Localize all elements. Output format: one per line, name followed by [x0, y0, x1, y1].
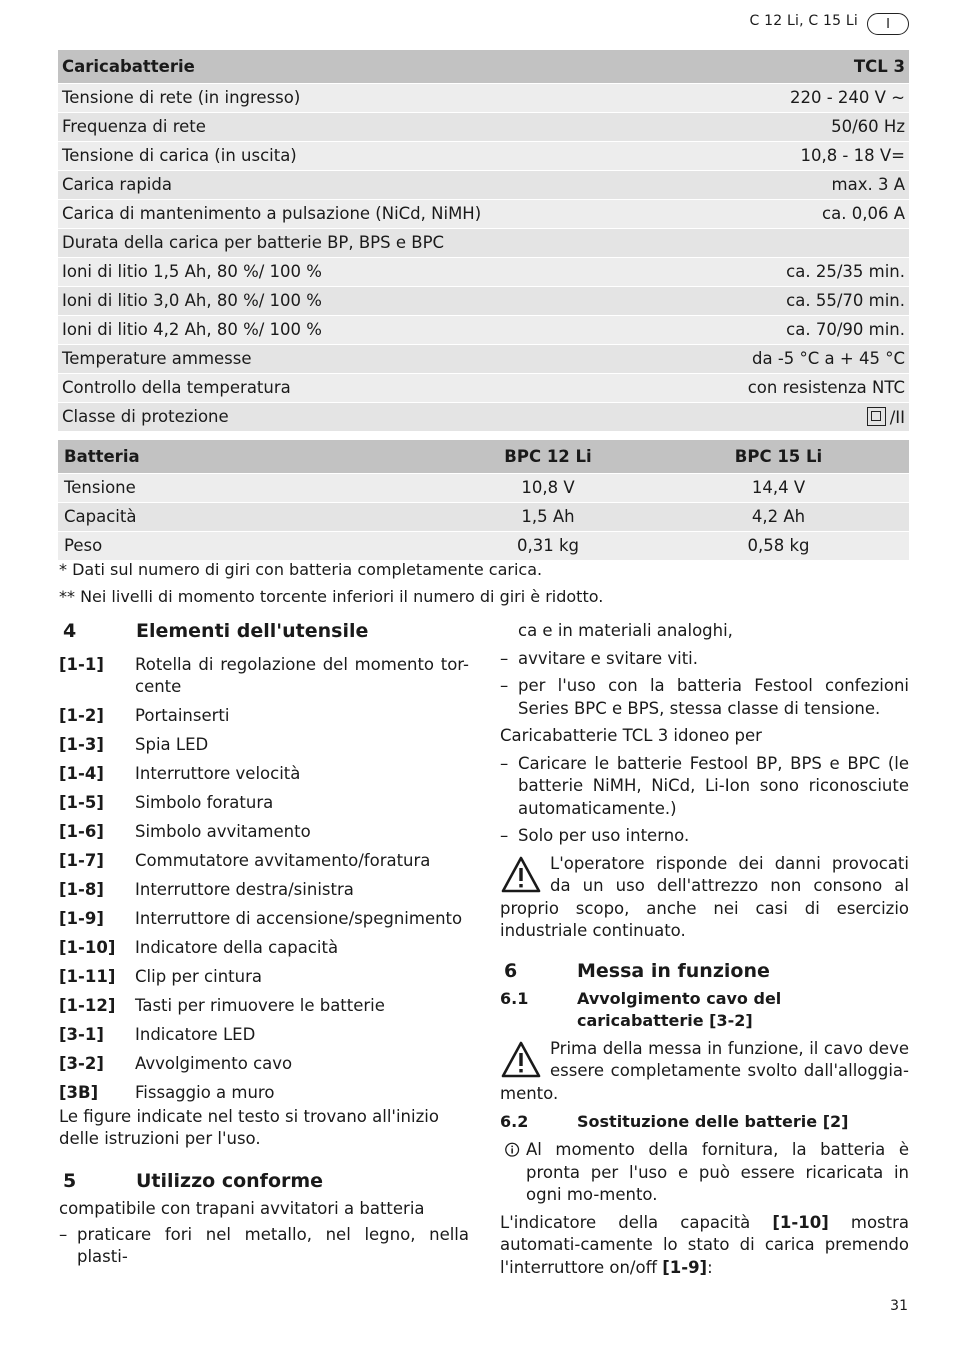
part-ref: [1-9]: [662, 1257, 708, 1277]
table-cell: 0,31 kg: [448, 531, 648, 560]
subsection-number: 6.1: [500, 988, 529, 1008]
section-title: Messa in funzione: [577, 959, 770, 982]
table-cell: 10,8 - 18 V=: [672, 141, 909, 170]
table-cell: Ioni di litio 1,5 Ah, 80 %/ 100 %: [58, 257, 672, 286]
table-cell: Tensione di rete (in ingresso): [58, 83, 672, 112]
table-cell: ca. 70/90 min.: [672, 315, 909, 344]
part-label: Commutatore avvitamento/foratura: [135, 851, 431, 870]
list-item: [59, 995, 469, 1017]
table-row: [58, 141, 909, 170]
table-row: [58, 344, 909, 373]
section-title: Elementi dell'utensile: [136, 620, 369, 642]
part-ref: [3-1]: [59, 1025, 104, 1044]
page-number: 31: [890, 1298, 908, 1314]
table-cell: 10,8 V: [448, 473, 648, 502]
table-cell: Frequenza di rete: [58, 112, 672, 141]
list-item: [59, 763, 469, 785]
list-item: [59, 821, 469, 843]
usage-intro: compatibile con trapani avvitatori a batteria: [59, 1199, 425, 1218]
list-item: [59, 850, 469, 872]
table-cell: 220 - 240 V ~: [672, 83, 909, 112]
table-cell: [672, 228, 909, 257]
list-item: [59, 879, 469, 901]
table-row: [58, 286, 909, 315]
part-label: Interruttore velocità: [135, 764, 301, 783]
list-item: [59, 908, 469, 930]
part-ref: [1-6]: [59, 822, 104, 841]
table-cell: da -5 °C a + 45 °C: [672, 344, 909, 373]
subsection-title: Sostituzione delle batterie [2]: [577, 1112, 849, 1131]
table-cell: 0,58 kg: [648, 531, 909, 560]
list-item: [59, 1053, 469, 1075]
list-item: [59, 966, 469, 988]
right-column: [500, 620, 909, 1284]
table-cell: Tensione di carica (in uscita): [58, 141, 672, 170]
usage-item: avvitare e svitare viti.: [518, 648, 699, 668]
list-item: [59, 937, 469, 959]
part-label: Avvolgimento cavo: [135, 1054, 293, 1073]
table-cell: Classe di protezione: [58, 402, 672, 431]
list-item: [59, 1024, 469, 1046]
part-label: Tasti per rimuovere le batterie: [135, 996, 385, 1015]
charger-intro: Caricabatterie TCL 3 idoneo per: [500, 726, 762, 745]
part-label: Interruttore di accensione/spegnimento: [135, 909, 463, 928]
warning-block: [500, 1038, 909, 1106]
table-row: [58, 170, 909, 199]
capacity-paragraph: L'indicatore della capacità [1-10] mostra automati-camente lo stato di carica premendo l'interruttore on/off [1-9]:: [500, 1212, 910, 1277]
table-row: [58, 228, 909, 257]
table-cell: Durata della carica per batterie BP, BPS e BPC: [58, 228, 672, 257]
list-item: – praticare fori nel metallo, nel legno, nella plasti-: [59, 1224, 469, 1269]
language-tab: I: [867, 13, 909, 35]
protection-class-value: /II: [889, 407, 905, 427]
table-row: [58, 315, 909, 344]
table-cell: [672, 402, 909, 431]
warning-text: L'operatore risponde dei danni provocati da un uso dell'attrezzo non consono al proprio scopo, anche nei casi di esercizio industriale continuato.: [500, 853, 909, 940]
table-row: [58, 257, 909, 286]
list-item: [59, 1082, 469, 1104]
list-item: [59, 705, 469, 727]
table-row: [58, 402, 909, 431]
table-cell: Capacità: [58, 502, 448, 531]
usage-item: ca e in materiali analoghi,: [518, 621, 733, 640]
table-header-cell: BPC 15 Li: [648, 440, 909, 473]
table-header-cell: BPC 12 Li: [448, 440, 648, 473]
header-model: C 12 Li, C 15 Li: [749, 13, 858, 29]
warning-block: [500, 853, 909, 943]
table-row: [58, 199, 909, 228]
section-title: Utilizzo conforme: [136, 1170, 324, 1192]
part-ref: [1-5]: [59, 793, 104, 812]
part-label: Portainserti: [135, 706, 230, 725]
left-column: [59, 620, 469, 1274]
part-label: Clip per cintura: [135, 967, 262, 986]
list-item: [59, 654, 469, 698]
list-item: [59, 734, 469, 756]
part-ref: [1-12]: [59, 996, 116, 1015]
table-cell: Carica di mantenimento a pulsazione (NiCd, NiMH): [58, 199, 672, 228]
table-cell: Temperature ammesse: [58, 344, 672, 373]
list-item-continued: [500, 620, 909, 643]
table-cell: Ioni di litio 3,0 Ah, 80 %/ 100 %: [58, 286, 672, 315]
usage-item: praticare fori nel metallo, nel legno, nella plasti-: [77, 1224, 469, 1266]
part-label: Interruttore destra/sinistra: [135, 880, 354, 899]
protection-class-icon: [867, 407, 886, 426]
part-label: Rotella di regolazione del momento tor-cente: [135, 655, 469, 696]
section-number: 5: [63, 1170, 77, 1192]
table-cell: con resistenza NTC: [672, 373, 909, 402]
warning-icon: [500, 855, 542, 895]
table-cell: ca. 25/35 min.: [672, 257, 909, 286]
table-header-row: [58, 440, 909, 473]
part-label: Simbolo foratura: [135, 793, 274, 812]
part-ref: [1-2]: [59, 706, 104, 725]
part-ref: [1-3]: [59, 735, 104, 754]
section-number: 6: [504, 959, 518, 982]
section-6-heading: [500, 960, 909, 982]
list-item: – Solo per uso interno.: [500, 825, 909, 848]
section-number: 4: [63, 620, 77, 642]
table-cell: 50/60 Hz: [672, 112, 909, 141]
battery-spec-table: [58, 440, 909, 561]
list-item: – Caricare le batterie Festool BP, BPS e BPC (le batterie NiMH, NiCd, Li-Ion sono riconosciute automaticamente.): [500, 753, 909, 821]
table-cell: Peso: [58, 531, 448, 560]
part-ref: [1-1]: [59, 655, 104, 674]
part-ref: [1-10]: [772, 1212, 829, 1232]
section-4-heading: [59, 620, 469, 642]
part-ref: [3-2]: [59, 1054, 104, 1073]
part-label: Fissaggio a muro: [135, 1083, 275, 1102]
part-ref: [1-4]: [59, 764, 104, 783]
table-cell: ca. 0,06 A: [672, 199, 909, 228]
info-text: Al momento della fornitura, la batteria è pronta per l'uso e può essere ricaricata in ogni mo-mento.: [526, 1140, 909, 1204]
table-row: [58, 502, 909, 531]
part-label: Indicatore LED: [135, 1025, 256, 1044]
table-row: [58, 83, 909, 112]
footnote-torque: ** Nei livelli di momento torcente inferiori il numero di giri è ridotto.: [59, 587, 604, 606]
info-block: [500, 1139, 909, 1207]
table-cell: Carica rapida: [58, 170, 672, 199]
list-item: – per l'uso con la batteria Festool confezioni Series BPC e BPS, stessa classe di tensione.: [500, 675, 909, 720]
table-header-cell: Caricabatterie: [58, 50, 672, 83]
table-row: [58, 112, 909, 141]
list-item: [59, 792, 469, 814]
table-header-row: [58, 50, 909, 83]
subsection-6-1-heading: [500, 988, 909, 1032]
table-cell: Tensione: [58, 473, 448, 502]
usage-item: per l'uso con la batteria Festool confezioni Series BPC e BPS, stessa classe di tensione.: [518, 676, 909, 718]
subsection-number: 6.2: [500, 1112, 529, 1131]
figures-note: Le figure indicate nel testo si trovano all'inizio delle istruzioni per l'uso.: [59, 1107, 439, 1148]
table-cell: 1,5 Ah: [448, 502, 648, 531]
table-cell: Ioni di litio 4,2 Ah, 80 %/ 100 %: [58, 315, 672, 344]
table-row: [58, 531, 909, 560]
warning-text: Prima della messa in funzione, il cavo deve essere completamente svolto dall'alloggia-mento.: [500, 1038, 909, 1103]
table-cell: Controllo della temperatura: [58, 373, 672, 402]
info-icon: [500, 1139, 526, 1159]
footnote-speed: * Dati sul numero di giri con batteria completamente carica.: [59, 560, 543, 579]
charger-item: Caricare le batterie Festool BP, BPS e BPC (le batterie NiMH, NiCd, Li-Ion sono riconosciute automaticamente.): [518, 753, 909, 818]
section-5-heading: [59, 1170, 469, 1192]
table-cell: max. 3 A: [672, 170, 909, 199]
list-item: – avvitare e svitare viti.: [500, 648, 909, 671]
table-row: [58, 373, 909, 402]
part-ref: [1-10]: [59, 938, 116, 957]
part-label: Simbolo avvitamento: [135, 822, 311, 841]
charger-item: Solo per uso interno.: [518, 826, 690, 845]
part-ref: [1-9]: [59, 909, 104, 928]
subsection-title: Avvolgimento cavo del caricabatterie [3-2]: [577, 988, 782, 1030]
part-ref: [1-11]: [59, 967, 116, 986]
table-cell: 14,4 V: [648, 473, 909, 502]
part-ref: [3B]: [59, 1083, 99, 1102]
part-ref: [1-8]: [59, 880, 104, 899]
table-header-cell: Batteria: [58, 440, 448, 473]
table-cell: 4,2 Ah: [648, 502, 909, 531]
part-ref: [1-7]: [59, 851, 104, 870]
table-cell: ca. 55/70 min.: [672, 286, 909, 315]
table-row: [58, 473, 909, 502]
warning-icon: [500, 1040, 542, 1080]
part-label: Spia LED: [135, 735, 209, 754]
table-header-cell: TCL 3: [672, 50, 909, 83]
subsection-6-2-heading: [500, 1111, 909, 1133]
charger-spec-table: [58, 50, 909, 432]
part-label: Indicatore della capacità: [135, 938, 339, 957]
